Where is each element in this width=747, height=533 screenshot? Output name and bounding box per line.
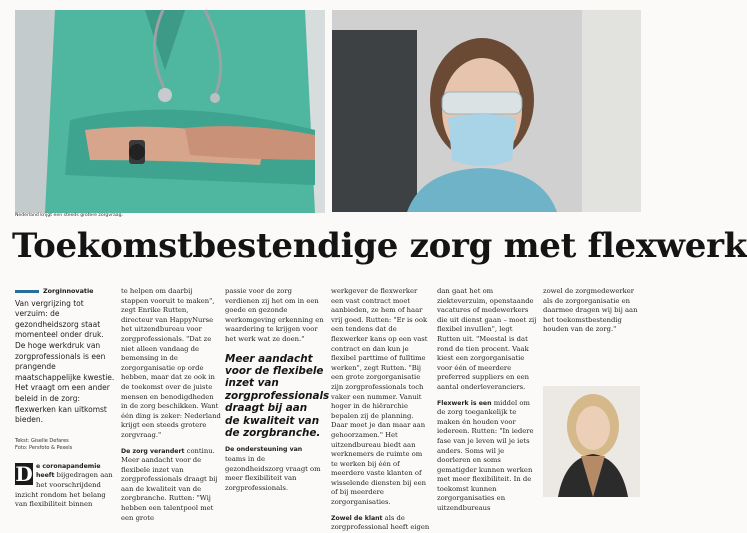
column-4: [331, 287, 431, 533]
intro-text: Van vergrijzing tot verzuim: de gezondheidszorg staat momenteel onder druk. De hoge werkdruk van zorgprofessionals is een prangende maatschappelijke kwestie. Het vraagt om een ander beleid in de zorg: flexwerken kan uitkomst bieden.: [15, 298, 115, 425]
article-headline: Toekomstbestendige zorg met flexwerk: [12, 226, 747, 266]
paragraph-rest: als de zorgprofessional heeft eigen: [331, 513, 430, 532]
credit-photo: Foto: Persfoto & Pexels: [15, 444, 73, 451]
pull-quote: Meer aandacht voor de flexibele inzet van zorgprofessionals draagt bij aan de kwaliteit van de zorgbranche.: [225, 352, 330, 439]
drop-cap: D: [15, 461, 33, 486]
portrait-photo-enrike-rutten: [543, 386, 640, 497]
column-1: [15, 287, 115, 510]
body-paragraph: [331, 514, 431, 533]
lead-bold: e coronapandemie heeft: [36, 462, 101, 480]
paragraph-rest: continu. Meer aandacht voor de flexibele inzet van zorgprofessionals draagt bij aan de kwaliteit van de zorgbranche. Rutten: "Wij hebben een talentpool met een grote: [121, 446, 218, 522]
opening-paragraph: [15, 462, 115, 510]
photo-caption: Nederland krijgt een steeds grotere zorgvraag.: [15, 213, 123, 218]
body-paragraph: werkgever de flexwerker een vast contract moet aanbieden, ze hem of haar vrij goed. Rutten: "Er is ook een tendens dat de flexwerker kans op een vast contract en dan kun je flexibel parttime of fulltime werken", zegt Rutten. "Bij een grote zorgorganisatie zijn zorgprofessionals toch vaker een nummer. Vanuit hoger in de hiërarchie bepalen zij de planning. Daar moet je dan maar aan gehoorzamen." Het uitzendbureau biedt aan werknemers de ruimte om te werken bij één of meerdere vaste klanten of wisselende diensten bij een of bij meerdere zorgorganisaties.: [331, 287, 428, 507]
column-2: [121, 287, 221, 523]
credit-text: Tekst: Giselle Defares: [15, 437, 69, 444]
lead-bold: Flexwerk is een: [437, 399, 492, 407]
photo-nurse-face-mask: [332, 10, 641, 212]
lead-bold: De zorg verandert: [121, 447, 185, 455]
lead-bold: Zowel de klant: [331, 514, 383, 522]
paragraph-rest: teams in de gezondheidszorg vraagt om meer flexibiliteit van zorgprofessionals.: [225, 455, 321, 492]
lead-bold: De ondersteuning van: [225, 446, 303, 454]
paragraph-rest: middel om de zorg toegankelijk te maken én houden voor iedereen. Rutten: "In iedere fase van je leven wil je iets anders. Soms wil je doorleren en soms gematigder kunnen werken met meer flexibiliteit. In de toekomst kunnen zorgorganisaties en uitzendbureaus: [437, 398, 534, 513]
kicker: [15, 287, 115, 297]
accent-rule: [15, 290, 39, 293]
kicker-label: Zorginnovatie: [43, 287, 94, 295]
body-paragraph: zowel de zorgmedewerker als de zorgorganisatie en daarmee dragen wij bij aan het toekomstbestendig houden van de zorg.": [543, 287, 638, 334]
body-paragraph: [121, 447, 221, 524]
body-paragraph: [437, 399, 537, 514]
credits: [15, 438, 115, 452]
column-5: [437, 287, 537, 514]
body-paragraph: [225, 445, 325, 493]
lead-rest: bijgedragen aan het voorschrijdend inzicht rondom het belang van flexibiliteit binnen: [15, 471, 113, 509]
body-paragraph: passie voor de zorg verdienen zij het om in een goede en gezonde werkomgeving erkenning en waardering te krijgen voor het werk wat ze doen.": [225, 287, 324, 343]
body-paragraph: te helpen om daarbij stappen vooruit te maken", zegt Enrike Rutten, directeur van HappyNurse het uitzendbureau voor zorgprofessionals. "Dat ze niet alleen vandaag de bemensing in de zorgorganisatie op orde hebben, maar dat ze ook in de toekomst over de juiste mensen en benodigdheden in de zorg beschikken. Want één ding is zeker: Nederland krijgt een steeds grotere zorgvraag.": [121, 287, 221, 439]
column-3: [225, 287, 330, 493]
body-paragraph: dan gaat het om ziekteverzuim, openstaande vacatures of medewerkers die uit dienst gaan – moet zij flexibel invullen", legt Rutten uit. "Meestal is dat rond de tien procent. Vaak kiest een zorgorganisatie voor één of meerdere preferred suppliers en een aantal onderleveranciers.: [437, 287, 537, 391]
column-6: [543, 287, 643, 335]
photo-healthcare-worker-arms-crossed: [15, 10, 325, 213]
